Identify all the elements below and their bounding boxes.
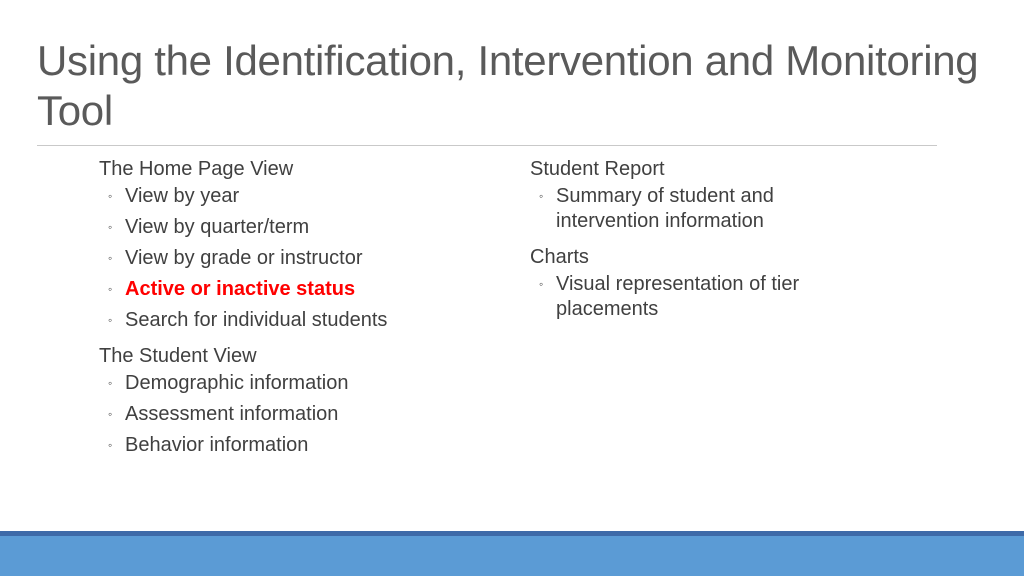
bullet-list [99,371,499,458]
right-column [530,156,930,332]
bullet-icon: ◦ [108,407,113,421]
section-heading: Student Report [530,158,665,180]
list-item: ◦ Behavior information [108,434,309,456]
bullet-list [530,184,930,234]
left-column [99,156,499,468]
bullet-icon: ◦ [108,189,113,203]
section-student-view [99,343,499,458]
bullet-icon: ◦ [539,277,544,291]
section-heading: Charts [530,246,589,268]
list-item: ◦ Search for individual students [108,309,388,331]
footer-band [0,536,1024,576]
bullet-icon: ◦ [108,220,113,234]
slide-title: Using the Identification, Intervention and Monitoring Tool [37,37,979,134]
bullet-icon: ◦ [108,313,113,327]
list-item-highlighted: ◦ Active or inactive status [108,278,356,300]
bullet-icon: ◦ [108,438,113,452]
bullet-list [530,272,930,322]
section-charts [530,244,930,322]
list-item: ◦ Summary of student and intervention information [539,185,774,232]
bullet-list [99,184,499,333]
list-item: ◦ View by grade or instructor [108,247,363,269]
list-item: ◦ View by year [108,185,240,207]
list-item: ◦ Visual representation of tier placements [539,273,800,320]
bullet-icon: ◦ [108,251,113,265]
bullet-icon: ◦ [539,189,544,203]
section-student-report [530,156,930,234]
section-heading: The Home Page View [99,158,294,180]
section-heading: The Student View [99,345,257,367]
bullet-icon: ◦ [108,376,113,390]
title-divider [37,145,937,146]
bullet-icon: ◦ [108,282,113,296]
list-item: ◦ Demographic information [108,372,349,394]
list-item: ◦ View by quarter/term [108,216,310,238]
list-item: ◦ Assessment information [108,403,339,425]
section-home-page-view [99,156,499,333]
